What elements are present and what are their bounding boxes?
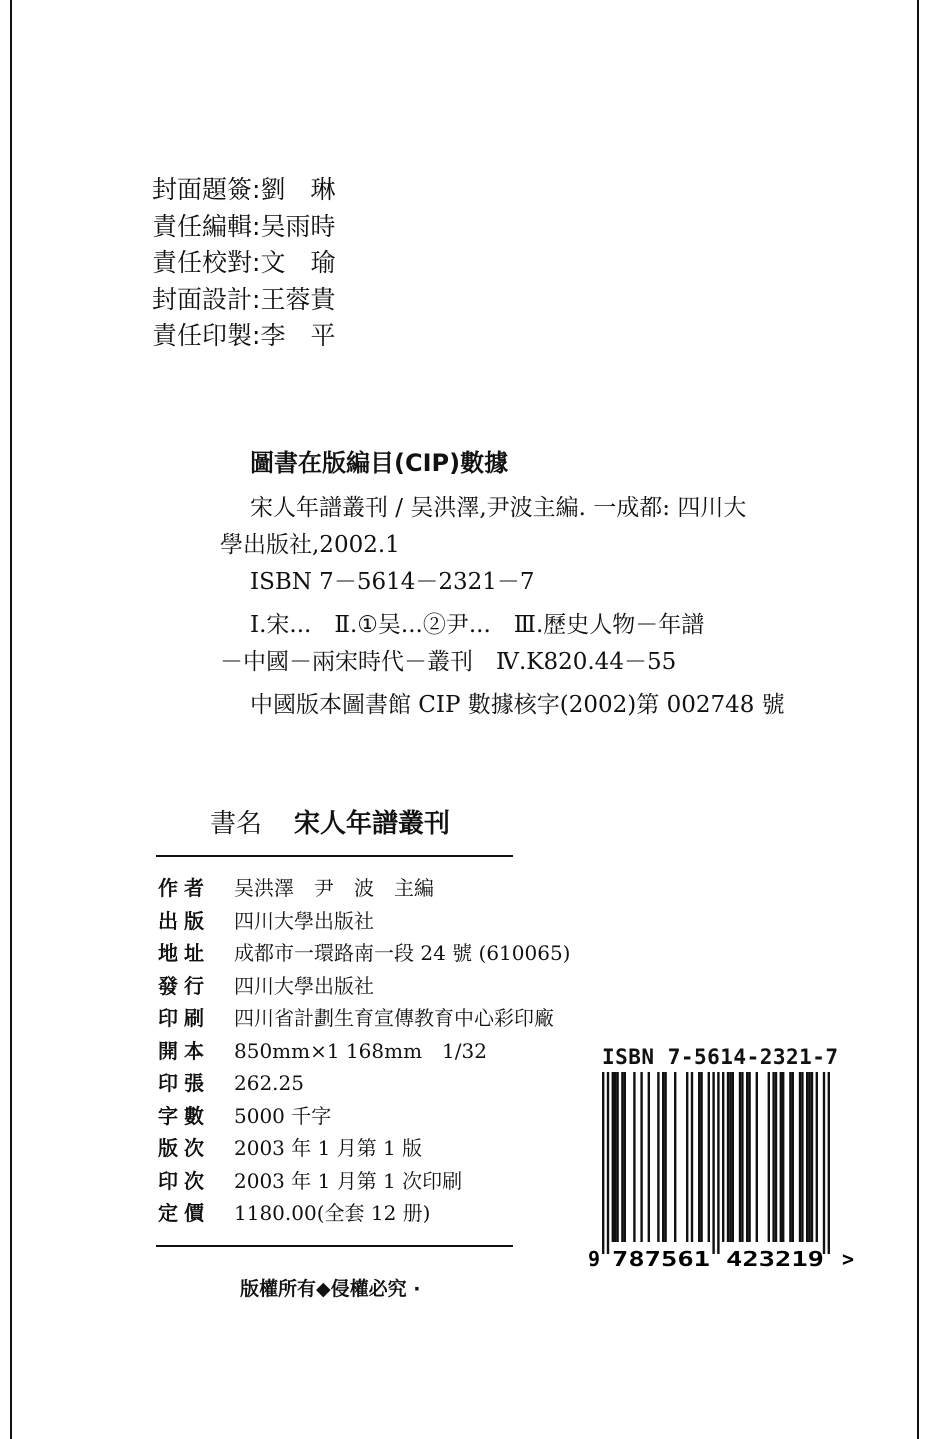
barcode-bar [717,1072,719,1254]
barcode-bar [640,1072,642,1242]
credit-role: 責任印製: [152,321,261,350]
detail-row [158,1002,570,1035]
detail-label: 定價 [158,1201,210,1225]
page-border-right [917,0,919,1439]
barcode-bar [746,1072,748,1242]
barcode-bar [616,1072,618,1242]
book-title-label: 書名 [210,809,263,839]
detail-row [158,1100,570,1133]
barcode-bar [614,1072,616,1242]
credit-role: 封面設計: [152,284,261,314]
barcode-bar [799,1072,801,1242]
barcode-bar [729,1072,731,1242]
credit-row [152,209,335,246]
barcode-left-digits: 787561 [612,1247,710,1271]
credit-name: 劉 琳 [260,175,336,204]
cip-heading: 圖書在版編目(CIP)數據 [250,449,509,477]
credit-role: 封面題簽: [152,175,261,204]
barcode-bar [700,1072,702,1242]
barcode-bar [624,1072,626,1242]
detail-label: 出版 [158,908,210,933]
barcode-bar [823,1072,825,1254]
cip-block [220,490,830,724]
barcode-bar [756,1072,758,1242]
barcode-bar [722,1072,724,1242]
barcode-bar [648,1072,650,1242]
cip-isbn: ISBN 7－5614－2321－7 [250,569,535,595]
cip-title-line-continued: 學出版社,2002.1 [220,532,400,558]
barcode-bar [607,1072,609,1254]
barcode-bar [816,1072,818,1242]
barcode-bar [712,1072,714,1254]
barcode-bar [789,1072,791,1242]
detail-value: 2003 年 1 月第 1 次印刷 [234,1168,463,1193]
barcode-bar [602,1072,604,1254]
barcode-bar [782,1072,784,1242]
detail-value: 262.25 [234,1071,304,1095]
barcode-bar [772,1072,774,1242]
barcode-bar [708,1072,710,1242]
barcode-end-marker: > [842,1247,855,1271]
barcode-bar [792,1072,794,1242]
detail-label: 作者 [158,876,210,900]
detail-row [158,1067,570,1100]
barcode-bar [691,1072,693,1242]
publication-details [158,872,570,1230]
detail-value: 850mm×1 168mm 1/32 [234,1038,487,1063]
detail-label: 開本 [158,1038,210,1063]
barcode-first-digit: 9 [588,1247,601,1271]
barcode-bar [664,1072,666,1242]
credit-name: 李 平 [260,321,336,350]
detail-label: 印刷 [158,1006,210,1030]
detail-label: 版次 [158,1136,210,1160]
detail-value: 吴洪澤 尹 波 主編 [234,876,434,900]
barcode-bar [768,1072,770,1242]
credit-name: 吴雨時 [260,211,336,241]
detail-value: 成都市一環路南一段 24 號 (610065) [234,941,571,965]
cip-data-number: 中國版本圖書館 CIP 數據核字(2002)第 002748 號 [250,692,785,718]
page-border-left [10,0,12,1439]
copyright-notice: 版權所有◆侵權必究 · [240,1278,421,1300]
detail-value: 四川大學出版社 [234,908,374,933]
detail-row [158,1165,570,1198]
detail-value: 5000 千字 [234,1103,332,1128]
barcode-bar [662,1072,664,1242]
isbn-barcode [588,1072,863,1272]
detail-row [158,970,570,1003]
credit-role: 責任編輯: [152,211,261,241]
barcode-bar [674,1072,676,1242]
barcode-bar [801,1072,803,1242]
barcode-bar [633,1072,635,1242]
detail-label: 印張 [158,1071,210,1095]
barcode-bar [808,1072,810,1242]
barcode-bar [780,1072,782,1242]
barcode-bars [602,1072,830,1254]
detail-row [158,905,570,938]
barcode-bar [811,1072,813,1242]
credit-role: 責任校對: [152,248,261,277]
barcode-bar [739,1072,741,1242]
detail-label: 地址 [158,941,210,965]
detail-row [158,1132,570,1165]
barcode-bar [657,1072,659,1242]
cip-classification-continued: －中國－兩宋時代－叢刊 Ⅳ.K820.44－55 [220,649,677,675]
book-title [210,803,450,840]
credit-row [152,282,335,319]
barcode-bar [621,1072,623,1242]
credit-name: 文 瑜 [260,248,336,277]
barcode-right-digits: 423219 [726,1247,824,1271]
detail-label: 發行 [158,973,210,998]
credits-block [152,172,335,355]
barcode-bar [775,1072,777,1242]
barcode-bar [727,1072,729,1242]
detail-row [158,937,570,970]
detail-row [158,1197,570,1230]
cip-title-line: 宋人年譜叢刊 / 吴洪澤,尹波主編. 一成都: 四川大 [250,495,747,521]
barcode-bar [612,1072,614,1242]
barcode-bar [732,1072,734,1242]
detail-value: 四川省計劃生育宣傳教育中心彩印廠 [234,1006,554,1030]
barcode-bar [698,1072,700,1242]
barcode-bar [686,1072,688,1242]
credit-name: 王蓉貴 [260,284,336,314]
credit-row [152,318,335,355]
barcode-isbn-label: ISBN 7-5614-2321-7 [602,1045,839,1069]
book-title-value: 宋人年譜叢刊 [294,809,451,839]
divider-bottom [156,1245,513,1247]
detail-label: 字數 [158,1103,210,1128]
credit-row [152,172,335,209]
detail-value: 1180.00(全套 12 册) [234,1201,431,1225]
barcode-bar [806,1072,808,1242]
barcode-bar [748,1072,750,1242]
barcode-bar [741,1072,743,1242]
credit-row [152,245,335,282]
detail-value: 2003 年 1 月第 1 版 [234,1136,423,1160]
detail-row [158,872,570,905]
cip-classification: Ⅰ.宋... Ⅱ.①吴...②尹... Ⅲ.歷史人物－年譜 [250,612,705,638]
detail-label: 印次 [158,1168,210,1193]
detail-value: 四川大學出版社 [234,973,374,998]
divider-top [156,855,513,857]
barcode-bar [828,1072,830,1254]
detail-row [158,1035,570,1068]
